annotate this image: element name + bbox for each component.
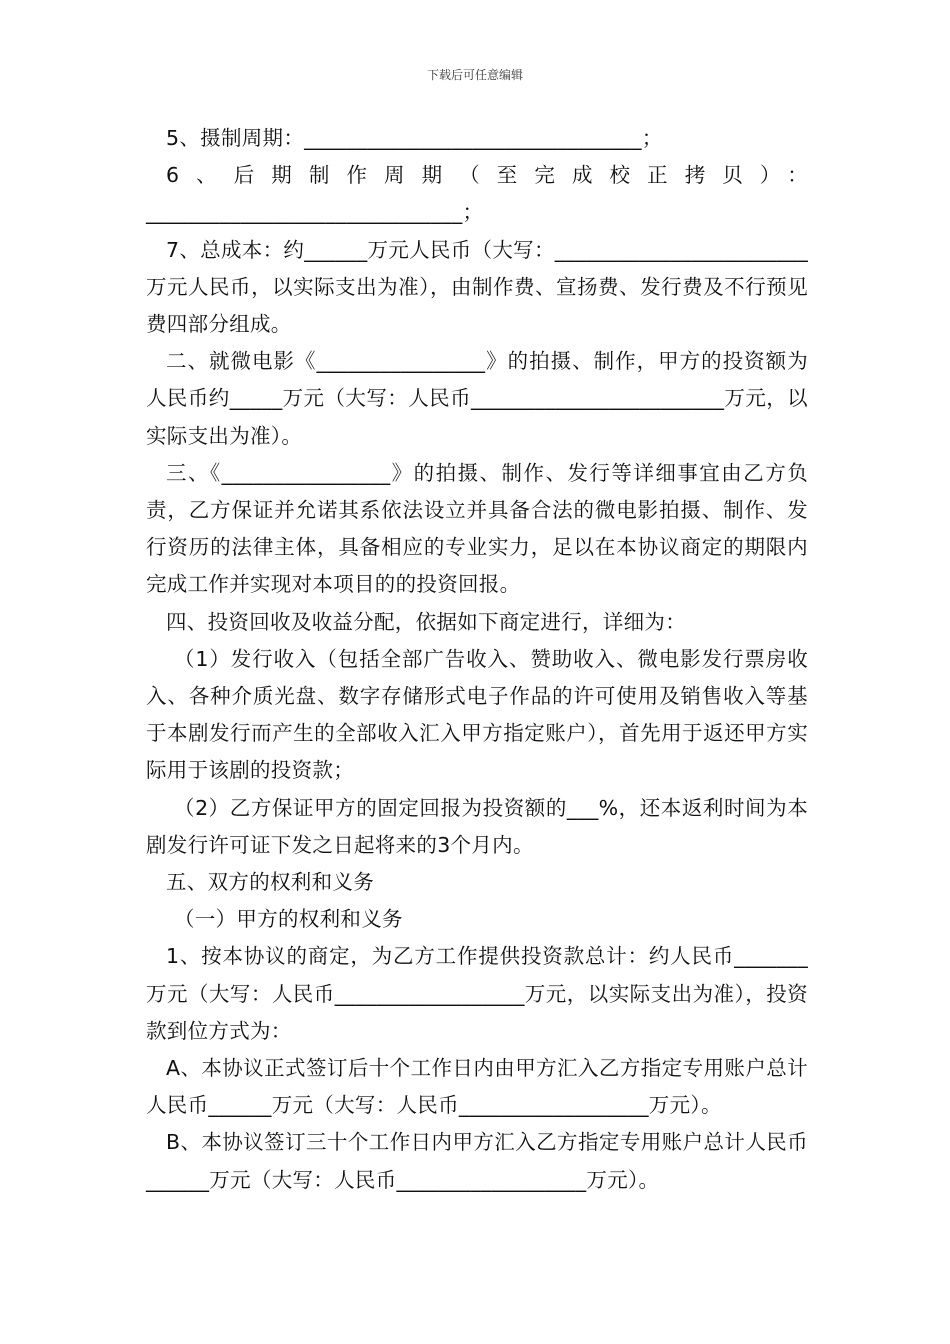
clause-7-total-cost: 7、总成本：约______万元人民币（大写：________________________万元人民币，以实际支出为准），由制作费、宣扬费、发行费及不行预见费四部分组成。 bbox=[146, 237, 808, 337]
section-4-revenue-distribution: 四、投资回收及收益分配，依据如下商定进行，详细为： bbox=[166, 609, 686, 634]
section-3-responsibilities: 三、《________________》的拍摄、制作、发行等详细事宜由乙方负责，乙方保证并允诺其系依法设立并具备合法的微电影拍摄、制作、发行资历的法律主体，具备相应的专业实力，足以在本协议商定的期限内完成工作并实现对本项目的的投资回报。 bbox=[146, 460, 808, 597]
clause-a-first-payment: A、本协议正式签订后十个工作日内由甲方汇入乙方指定专用账户总计人民币______万元（大写：人民币__________________万元）。 bbox=[146, 1056, 808, 1118]
clause-6-post-production-period: 6、后期制作周期（至完成校正拷贝）：______________________________； bbox=[146, 163, 808, 225]
section-5-rights-obligations: 五、双方的权利和义务 bbox=[166, 870, 374, 895]
clause-5-shooting-period: 5、摄制周期：________________________________； bbox=[166, 126, 663, 150]
clause-b-second-payment: B、本协议签订三十个工作日内甲方汇入乙方指定专用账户总计人民币______万元（大写：人民币__________________万元）。 bbox=[146, 1130, 808, 1192]
page-header: 下载后可任意编辑 bbox=[426, 68, 523, 82]
item-2-fixed-return: （2）乙方保证甲方的固定回报为投资额的___%，还本返利时间为本剧发行许可证下发之日起将来的3个月内。 bbox=[146, 795, 808, 857]
clause-1-investment-total: 1、按本协议的商定，为乙方工作提供投资款总计：约人民币_______万元（大写：人民币__________________万元，以实际支出为准），投资款到位方式为： bbox=[146, 944, 808, 1043]
section-2-investment-amount: 二、就微电影《________________》的拍摄、制作，甲方的投资额为人民币约_____万元（大写：人民币________________________万元，以实际支出为准）。 bbox=[146, 349, 808, 448]
document-body bbox=[146, 120, 808, 1199]
item-1-distribution-income: （1）发行收入（包括全部广告收入、赞助收入、微电影发行票房收入、各种介质光盘、数字存储形式电子作品的许可使用及销售收入等基于本剧发行而产生的全部收入汇入甲方指定账户），首先用于返还甲方实际用于该剧的投资款； bbox=[146, 646, 808, 783]
subsection-party-a: （一）甲方的权利和义务 bbox=[174, 907, 403, 932]
